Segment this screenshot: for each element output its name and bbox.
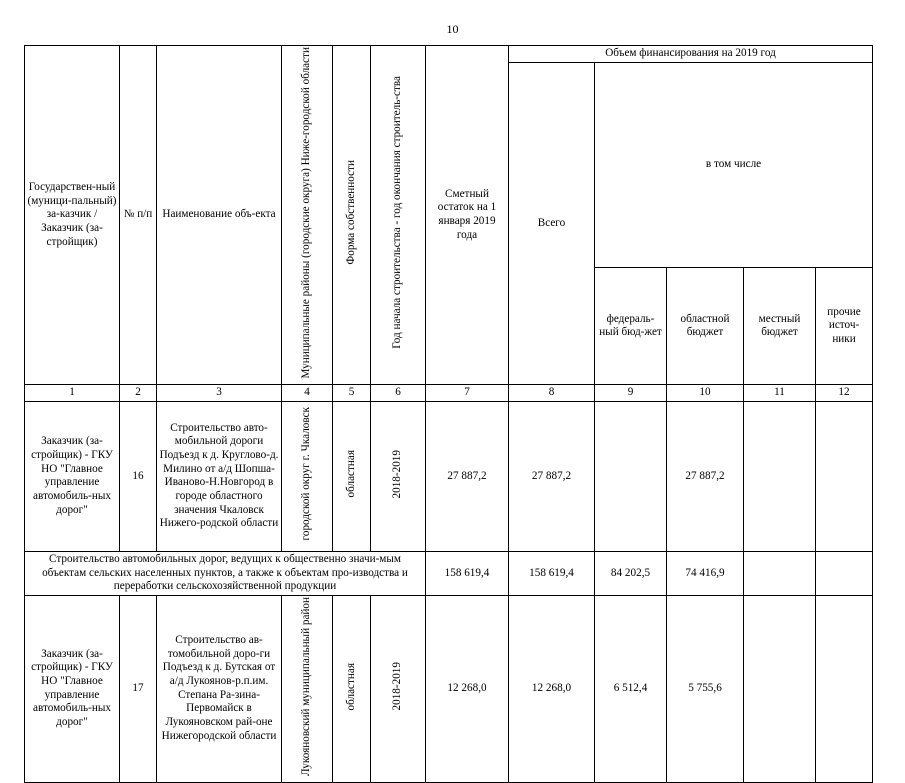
column-number: 7: [426, 385, 509, 402]
cell-balance: 158 619,4: [426, 551, 509, 595]
table-row: [25, 401, 873, 551]
cell-other: [816, 401, 873, 551]
section-title: Строительство автомобильных дорог, ведущих к общественно значи-мым объектам сельских населенных пунктов, а также к объектам про-изводства и переработки сельскохозяйственной продукции: [25, 551, 426, 595]
column-number: 12: [816, 385, 873, 402]
cell-years: [371, 401, 426, 551]
header-ownership: [333, 46, 371, 385]
cell-regional: 74 416,9: [667, 551, 744, 595]
cell-customer: Заказчик (за-стройщик) - ГКУ НО "Главное управление автомобиль-ных дорог": [25, 595, 120, 782]
cell-ownership: [333, 401, 371, 551]
header-district: [282, 46, 333, 385]
column-number: 9: [595, 385, 667, 402]
header-funding-group: Объем финансирования на 2019 год: [509, 46, 873, 63]
cell-customer: Заказчик (за-стройщик) - ГКУ НО "Главное управление автомобиль-ных дорог": [25, 401, 120, 551]
cell-federal: [595, 401, 667, 551]
column-number: 3: [157, 385, 282, 402]
cell-balance: 27 887,2: [426, 401, 509, 551]
table-row: [25, 595, 873, 782]
header-estimated-balance: Сметный остаток на 1 января 2019 года: [426, 46, 509, 385]
cell-years: [371, 595, 426, 782]
financing-table: [24, 45, 873, 783]
cell-object-name: Строительство авто-мобильной дороги Подъезд к д. Круглово-д. Милино от а/д Шопша-Иваново-Н.Новгород в городе областного значения Чкаловск Нижего-родской области: [157, 401, 282, 551]
cell-district-text: Лукояновский муниципальный район: [300, 596, 313, 776]
cell-balance: 12 268,0: [426, 595, 509, 782]
header-years-text: Год начала строительства - год окончания строитель-ства: [391, 76, 404, 350]
column-number: 8: [509, 385, 595, 402]
cell-local: [744, 551, 816, 595]
header-district-text: Муниципальные районы (городские округа) Ниже-городской области: [300, 47, 313, 379]
cell-district: [282, 595, 333, 782]
section-row: [25, 551, 873, 595]
column-number: 2: [120, 385, 157, 402]
cell-local: [744, 595, 816, 782]
cell-regional: 5 755,6: [667, 595, 744, 782]
header-local: местный бюджет: [744, 268, 816, 385]
cell-federal: 84 202,5: [595, 551, 667, 595]
cell-years-text: 2018-2019: [391, 662, 404, 711]
header-regional: областной бюджет: [667, 268, 744, 385]
header-total: Всего: [509, 62, 595, 385]
cell-other: [816, 551, 873, 595]
header-ownership-text: Форма собственности: [344, 160, 357, 266]
column-number: 5: [333, 385, 371, 402]
cell-regional: 27 887,2: [667, 401, 744, 551]
header-years: [371, 46, 426, 385]
cell-ownership-text: областная: [344, 662, 357, 711]
cell-object-name: Строительство ав-томобильной доро-ги Подъезд к д. Бутская от а/д Лукоянов-р.п.им. Степана Ра-зина-Первомайск в Лукояновском рай-оне Нижегородской области: [157, 595, 282, 782]
header-number: № п/п: [120, 46, 157, 385]
cell-total: 12 268,0: [509, 595, 595, 782]
column-number: 6: [371, 385, 426, 402]
header-including: в том числе: [595, 62, 873, 268]
column-number: 1: [25, 385, 120, 402]
cell-district-text: городской округ г. Чкаловск: [300, 407, 313, 541]
cell-district: [282, 401, 333, 551]
column-number: 11: [744, 385, 816, 402]
cell-total: 27 887,2: [509, 401, 595, 551]
column-number: 10: [667, 385, 744, 402]
cell-ownership: [333, 595, 371, 782]
header-object-name: Наименование объ-екта: [157, 46, 282, 385]
cell-federal: 6 512,4: [595, 595, 667, 782]
page-number: 10: [446, 22, 459, 36]
cell-number: 17: [120, 595, 157, 782]
cell-years-text: 2018-2019: [391, 449, 404, 499]
column-number: 4: [282, 385, 333, 402]
header-customer: Государствен-ный (муници-пальный) за-казчик / Заказчик (за-стройщик): [25, 46, 120, 385]
cell-total: 158 619,4: [509, 551, 595, 595]
cell-ownership-text: областная: [344, 450, 357, 498]
cell-local: [744, 401, 816, 551]
cell-number: 16: [120, 401, 157, 551]
cell-other: [816, 595, 873, 782]
header-federal: федераль-ный бюд-жет: [595, 268, 667, 385]
header-other: прочие источ-ники: [816, 268, 873, 385]
